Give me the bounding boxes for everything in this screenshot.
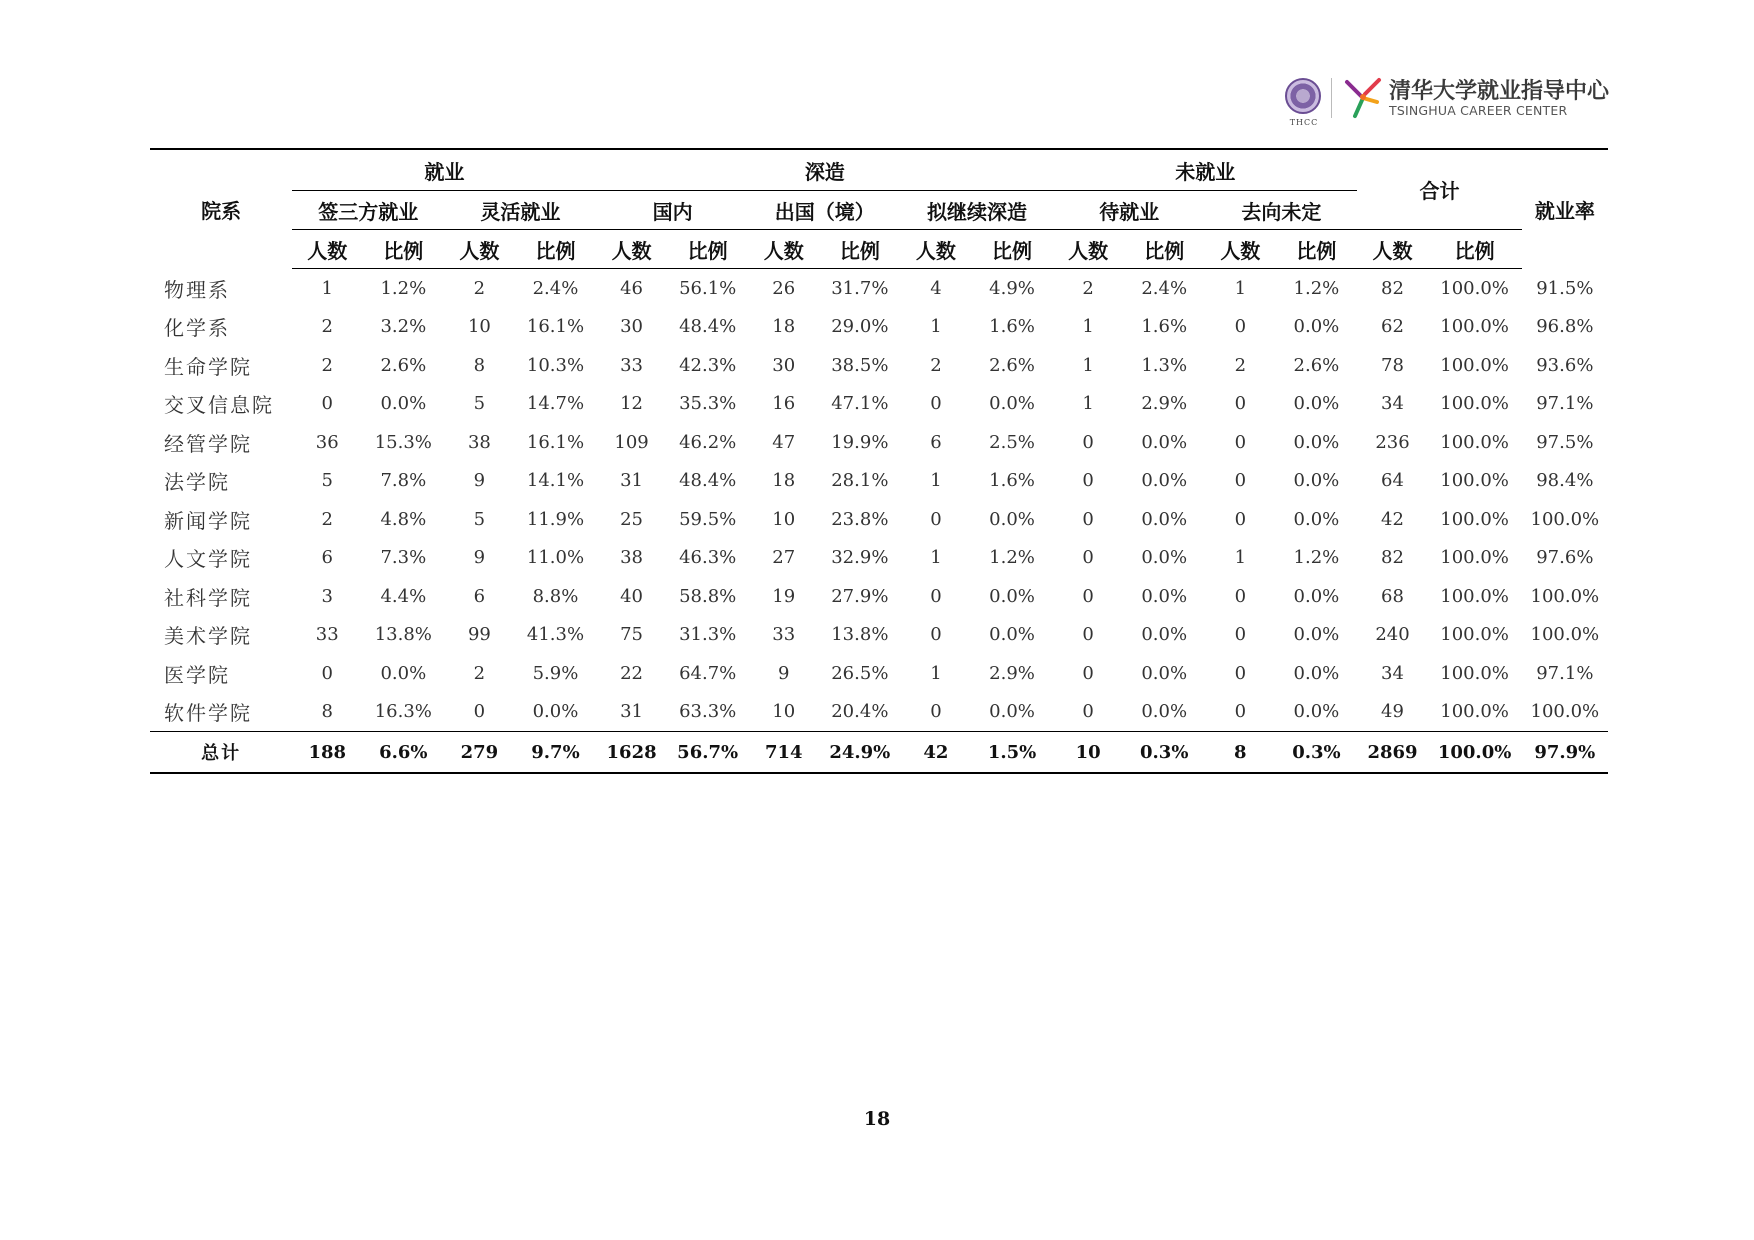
ratio-cell: 2.6% <box>1293 354 1340 376</box>
ratio-cell: 1.2% <box>380 277 427 299</box>
brand-name-chinese: 清华大学就业指导中心 <box>1389 79 1610 104</box>
dept-header: 院系 <box>201 198 242 223</box>
count-cell: 99 <box>467 624 491 646</box>
count-cell: 1 <box>930 547 942 569</box>
count-cell: 78 <box>1381 354 1404 376</box>
page-number: 18 <box>863 1108 891 1130</box>
ratio-column-header: 比例 <box>971 230 1053 269</box>
count-cell: 0 <box>1234 508 1247 530</box>
ratio-cell: 3.2% <box>380 316 427 338</box>
count-cell: 714 <box>749 732 819 774</box>
dept-cell: 软件学院 <box>164 701 252 726</box>
ratio-cell: 2.5% <box>989 431 1035 453</box>
subgroup-header: 国内 <box>597 191 749 230</box>
ratio-cell: 8.8% <box>532 585 579 607</box>
count-cell: 19 <box>772 585 796 607</box>
ratio-cell: 16.1% <box>526 316 585 338</box>
ratio-cell: 24.9% <box>819 732 901 774</box>
ratio-cell: 4.9% <box>989 277 1035 299</box>
ratio-column-header: 比例 <box>1275 230 1357 269</box>
ratio-cell: 2.6% <box>989 354 1035 376</box>
ratio-cell: 1.6% <box>1141 316 1188 338</box>
rate-cell: 93.6% <box>1536 354 1594 376</box>
ratio-cell: 0.0% <box>989 624 1035 646</box>
count-cell: 25 <box>620 508 644 530</box>
count-cell: 0 <box>1234 585 1247 607</box>
logo-divider <box>1331 78 1332 118</box>
rate-header: 就业率 <box>1534 198 1595 223</box>
table-row <box>150 385 1608 424</box>
table-row <box>150 500 1608 539</box>
count-cell: 1 <box>930 316 942 338</box>
ratio-cell: 0.0% <box>1141 662 1188 684</box>
ratio-cell: 0.0% <box>1293 508 1340 530</box>
dept-cell: 化学系 <box>164 316 230 341</box>
count-cell: 1 <box>1082 316 1094 338</box>
subgroup-header: 拟继续深造 <box>901 191 1053 230</box>
ratio-cell: 6.6% <box>362 732 444 774</box>
count-cell: 12 <box>620 393 644 415</box>
ratio-cell: 1.6% <box>989 470 1035 492</box>
ratio-cell: 13.8% <box>374 624 432 646</box>
ratio-cell: 100.0% <box>1440 547 1509 569</box>
count-cell: 22 <box>620 662 644 684</box>
count-cell: 5 <box>321 470 333 492</box>
ratio-cell: 63.3% <box>679 701 737 723</box>
dept-cell: 人文学院 <box>164 547 252 572</box>
ratio-column-header: 比例 <box>667 230 749 269</box>
count-cell: 2 <box>321 508 333 530</box>
ratio-cell: 1.5% <box>971 732 1053 774</box>
count-column-header: 人数 <box>901 230 971 269</box>
ratio-cell: 46.2% <box>679 431 737 453</box>
university-seal-icon <box>1285 78 1321 114</box>
table-row <box>150 539 1608 578</box>
ratio-cell: 2.4% <box>532 277 579 299</box>
ratio-cell: 100.0% <box>1440 585 1509 607</box>
ratio-column-header: 比例 <box>1123 230 1205 269</box>
count-cell: 75 <box>620 624 644 646</box>
ratio-cell: 0.0% <box>1141 585 1188 607</box>
ratio-column-header: 比例 <box>819 230 901 269</box>
ratio-cell: 23.8% <box>831 508 889 530</box>
table-row <box>150 269 1608 308</box>
count-cell: 1 <box>930 470 942 492</box>
table-row <box>150 577 1608 616</box>
ratio-cell: 38.5% <box>831 354 889 376</box>
count-cell: 188 <box>292 732 362 774</box>
dept-cell: 医学院 <box>164 662 230 687</box>
ratio-cell: 56.1% <box>679 277 737 299</box>
dept-cell: 美术学院 <box>164 624 252 649</box>
count-cell: 82 <box>1381 547 1404 569</box>
rate-cell: 97.1% <box>1536 662 1594 684</box>
ratio-cell: 0.0% <box>1141 470 1188 492</box>
count-column-header: 人数 <box>1205 230 1275 269</box>
ratio-cell: 14.1% <box>526 470 585 492</box>
ratio-cell: 100.0% <box>1440 277 1509 299</box>
ratio-cell: 2.9% <box>989 662 1035 684</box>
ratio-cell: 0.0% <box>1293 431 1340 453</box>
ratio-cell: 46.3% <box>679 547 737 569</box>
ratio-cell: 100.0% <box>1440 508 1509 530</box>
ratio-cell: 48.4% <box>679 316 737 338</box>
ratio-cell: 58.8% <box>679 585 737 607</box>
count-cell: 64 <box>1381 470 1404 492</box>
ratio-cell: 1.2% <box>989 547 1035 569</box>
ratio-cell: 0.0% <box>1293 393 1340 415</box>
ratio-cell: 100.0% <box>1440 354 1509 376</box>
count-cell: 10 <box>772 508 796 530</box>
count-cell: 9 <box>473 547 486 569</box>
rate-cell: 97.6% <box>1536 547 1594 569</box>
count-cell: 42 <box>1381 508 1404 530</box>
table-row <box>150 346 1608 385</box>
dept-cell: 交叉信息院 <box>164 393 274 418</box>
count-cell: 0 <box>1082 431 1094 453</box>
ratio-cell: 0.3% <box>1123 732 1205 774</box>
count-cell: 109 <box>614 431 649 453</box>
rate-cell: 91.5% <box>1536 277 1594 299</box>
ratio-cell: 14.7% <box>526 393 585 415</box>
ratio-cell: 0.0% <box>1293 470 1340 492</box>
count-cell: 49 <box>1381 701 1404 723</box>
count-cell: 2 <box>473 662 486 684</box>
ratio-cell: 7.8% <box>380 470 427 492</box>
count-cell: 0 <box>321 662 333 684</box>
count-cell: 1628 <box>597 732 667 774</box>
total-header: 合计 <box>1357 149 1521 230</box>
count-cell: 30 <box>772 354 796 376</box>
count-column-header: 人数 <box>292 230 362 269</box>
ratio-cell: 1.6% <box>989 316 1035 338</box>
count-cell: 0 <box>1234 701 1247 723</box>
ratio-cell: 48.4% <box>679 470 737 492</box>
ratio-cell: 0.0% <box>1141 547 1188 569</box>
dept-cell: 社科学院 <box>164 585 252 610</box>
ratio-cell: 2.6% <box>380 354 427 376</box>
ratio-cell: 0.0% <box>532 701 579 723</box>
rate-cell: 100.0% <box>1530 508 1600 530</box>
count-cell: 0 <box>1234 393 1247 415</box>
count-column-header: 人数 <box>1357 230 1427 269</box>
ratio-column-header: 比例 <box>514 230 596 269</box>
table-row <box>150 693 1608 732</box>
ratio-cell: 0.0% <box>1293 585 1340 607</box>
subgroup-header: 待就业 <box>1053 191 1205 230</box>
count-cell: 1 <box>321 277 333 299</box>
ratio-cell: 7.3% <box>380 547 427 569</box>
count-cell: 240 <box>1375 624 1410 646</box>
count-cell: 0 <box>1082 701 1094 723</box>
ratio-cell: 0.0% <box>1293 662 1340 684</box>
count-cell: 0 <box>1234 431 1247 453</box>
count-cell: 18 <box>772 470 796 492</box>
count-cell: 34 <box>1381 393 1404 415</box>
count-cell: 33 <box>620 354 644 376</box>
count-cell: 0 <box>930 585 942 607</box>
count-cell: 0 <box>1082 470 1094 492</box>
count-cell: 0 <box>1234 662 1247 684</box>
ratio-cell: 64.7% <box>679 662 737 684</box>
count-cell: 0 <box>321 393 333 415</box>
count-cell: 6 <box>321 547 333 569</box>
count-cell: 1 <box>1082 393 1094 415</box>
count-cell: 10 <box>1053 732 1123 774</box>
ratio-cell: 0.0% <box>1141 431 1188 453</box>
ratio-cell: 32.9% <box>831 547 889 569</box>
count-cell: 4 <box>930 277 942 299</box>
career-center-mark-icon <box>1343 76 1383 120</box>
count-cell: 18 <box>772 316 796 338</box>
count-cell: 2 <box>321 354 333 376</box>
ratio-cell: 0.0% <box>1293 316 1340 338</box>
ratio-cell: 5.9% <box>532 662 579 684</box>
count-cell: 36 <box>315 431 339 453</box>
ratio-cell: 0.0% <box>989 701 1035 723</box>
group-header-employed: 就业 <box>292 149 596 191</box>
dept-cell: 经管学院 <box>164 431 252 456</box>
count-cell: 46 <box>620 277 644 299</box>
count-cell: 10 <box>467 316 491 338</box>
ratio-cell: 100.0% <box>1440 431 1509 453</box>
table-row <box>150 654 1608 693</box>
subgroup-header: 灵活就业 <box>444 191 596 230</box>
count-cell: 0 <box>930 701 942 723</box>
table-row <box>150 616 1608 655</box>
count-cell: 236 <box>1375 431 1410 453</box>
total-row <box>150 732 1608 774</box>
ratio-cell: 11.0% <box>526 547 585 569</box>
count-cell: 0 <box>1234 470 1247 492</box>
ratio-cell: 0.0% <box>989 393 1035 415</box>
count-cell: 0 <box>930 393 942 415</box>
count-cell: 1 <box>1234 277 1247 299</box>
ratio-cell: 42.3% <box>679 354 737 376</box>
count-cell: 6 <box>473 585 486 607</box>
rate-cell: 100.0% <box>1530 624 1600 646</box>
ratio-cell: 1.3% <box>1141 354 1188 376</box>
ratio-cell: 1.2% <box>1293 277 1340 299</box>
count-cell: 30 <box>620 316 644 338</box>
ratio-cell: 100.0% <box>1428 732 1522 774</box>
rate-cell: 100.0% <box>1530 701 1600 723</box>
table-row <box>150 462 1608 501</box>
count-cell: 0 <box>1082 662 1094 684</box>
subgroup-header: 出国（境） <box>749 191 901 230</box>
rate-cell: 97.5% <box>1536 431 1594 453</box>
ratio-cell: 20.4% <box>831 701 889 723</box>
table-row <box>150 423 1608 462</box>
count-cell: 38 <box>467 431 491 453</box>
ratio-cell: 0.0% <box>1293 701 1340 723</box>
group-header-unemployed: 未就业 <box>1053 149 1357 191</box>
count-cell: 2 <box>930 354 942 376</box>
rate-cell: 100.0% <box>1530 585 1600 607</box>
count-cell: 16 <box>772 393 796 415</box>
count-cell: 38 <box>620 547 644 569</box>
ratio-cell: 1.2% <box>1293 547 1340 569</box>
count-cell: 8 <box>321 701 333 723</box>
count-cell: 2 <box>473 277 486 299</box>
count-cell: 6 <box>930 431 942 453</box>
subgroup-header: 签三方就业 <box>292 191 444 230</box>
dept-cell: 生命学院 <box>164 354 252 379</box>
count-cell: 0 <box>1234 624 1247 646</box>
count-cell: 8 <box>473 354 486 376</box>
ratio-cell: 100.0% <box>1440 662 1509 684</box>
ratio-cell: 31.3% <box>679 624 737 646</box>
count-cell: 9 <box>778 662 790 684</box>
ratio-cell: 59.5% <box>679 508 737 530</box>
count-cell: 9 <box>473 470 486 492</box>
ratio-cell: 4.4% <box>380 585 427 607</box>
count-cell: 42 <box>901 732 971 774</box>
count-column-header: 人数 <box>1053 230 1123 269</box>
ratio-cell: 16.1% <box>526 431 585 453</box>
count-cell: 279 <box>444 732 514 774</box>
count-cell: 1 <box>1082 354 1094 376</box>
rate-cell: 97.1% <box>1536 393 1594 415</box>
group-header-further-study: 深造 <box>597 149 1054 191</box>
count-cell: 10 <box>772 701 796 723</box>
dept-cell: 物理系 <box>164 277 230 302</box>
count-cell: 33 <box>315 624 339 646</box>
ratio-cell: 35.3% <box>679 393 737 415</box>
count-cell: 47 <box>772 431 796 453</box>
ratio-cell: 28.1% <box>831 470 889 492</box>
count-cell: 2 <box>321 316 333 338</box>
subgroup-header: 去向未定 <box>1205 191 1357 230</box>
count-cell: 0 <box>930 508 942 530</box>
dept-cell: 总计 <box>150 732 292 774</box>
ratio-cell: 47.1% <box>831 393 889 415</box>
count-cell: 0 <box>1082 547 1094 569</box>
ratio-cell: 100.0% <box>1440 470 1509 492</box>
seal-text: THCC <box>1289 118 1319 127</box>
ratio-cell: 0.0% <box>1141 624 1188 646</box>
ratio-cell: 0.0% <box>1141 508 1188 530</box>
count-cell: 5 <box>473 393 486 415</box>
rate-cell: 97.9% <box>1522 732 1608 774</box>
ratio-cell: 19.9% <box>831 431 889 453</box>
ratio-cell: 0.0% <box>989 508 1035 530</box>
count-cell: 0 <box>1234 316 1247 338</box>
ratio-cell: 31.7% <box>831 277 889 299</box>
ratio-cell: 26.5% <box>831 662 889 684</box>
count-cell: 3 <box>321 585 333 607</box>
count-cell: 5 <box>473 508 486 530</box>
count-column-header: 人数 <box>597 230 667 269</box>
ratio-cell: 56.7% <box>667 732 749 774</box>
count-column-header: 人数 <box>444 230 514 269</box>
ratio-cell: 100.0% <box>1440 624 1509 646</box>
ratio-cell: 100.0% <box>1440 393 1509 415</box>
count-cell: 82 <box>1381 277 1404 299</box>
count-cell: 33 <box>772 624 796 646</box>
ratio-cell: 0.0% <box>989 585 1035 607</box>
ratio-cell: 0.3% <box>1275 732 1357 774</box>
ratio-cell: 2.4% <box>1141 277 1188 299</box>
ratio-cell: 0.0% <box>1293 624 1340 646</box>
ratio-cell: 27.9% <box>831 585 889 607</box>
brand-name-english: TSINGHUA CAREER CENTER <box>1389 103 1568 118</box>
ratio-column-header: 比例 <box>362 230 444 269</box>
employment-table <box>150 148 1608 774</box>
ratio-cell: 10.3% <box>526 354 585 376</box>
count-cell: 2869 <box>1357 732 1427 774</box>
count-cell: 0 <box>1082 624 1094 646</box>
ratio-cell: 41.3% <box>526 624 585 646</box>
count-cell: 34 <box>1381 662 1404 684</box>
dept-cell: 法学院 <box>164 470 230 495</box>
count-cell: 0 <box>1082 508 1094 530</box>
count-cell: 68 <box>1381 585 1404 607</box>
rate-cell: 98.4% <box>1536 470 1594 492</box>
count-cell: 27 <box>772 547 796 569</box>
ratio-cell: 9.7% <box>514 732 596 774</box>
ratio-cell: 100.0% <box>1440 701 1509 723</box>
count-cell: 40 <box>620 585 644 607</box>
count-column-header: 人数 <box>749 230 819 269</box>
count-cell: 0 <box>930 624 942 646</box>
ratio-cell: 0.0% <box>1141 701 1188 723</box>
ratio-cell: 100.0% <box>1440 316 1509 338</box>
ratio-cell: 4.8% <box>380 508 427 530</box>
count-cell: 2 <box>1234 354 1247 376</box>
count-cell: 2 <box>1082 277 1094 299</box>
ratio-column-header: 比例 <box>1428 230 1522 269</box>
ratio-cell: 16.3% <box>374 701 432 723</box>
table-row <box>150 308 1608 347</box>
ratio-cell: 0.0% <box>380 393 427 415</box>
count-cell: 1 <box>1234 547 1247 569</box>
ratio-cell: 15.3% <box>374 431 432 453</box>
count-cell: 8 <box>1205 732 1275 774</box>
count-cell: 0 <box>1082 585 1094 607</box>
header-logo <box>1285 72 1645 130</box>
ratio-cell: 29.0% <box>831 316 889 338</box>
count-cell: 0 <box>473 701 486 723</box>
count-cell: 31 <box>620 470 644 492</box>
ratio-cell: 11.9% <box>526 508 585 530</box>
ratio-cell: 0.0% <box>380 662 427 684</box>
count-cell: 62 <box>1381 316 1404 338</box>
ratio-cell: 13.8% <box>831 624 889 646</box>
rate-cell: 96.8% <box>1536 316 1594 338</box>
count-cell: 1 <box>930 662 942 684</box>
count-cell: 31 <box>620 701 644 723</box>
ratio-cell: 2.9% <box>1141 393 1188 415</box>
dept-cell: 新闻学院 <box>164 508 252 533</box>
count-cell: 26 <box>772 277 796 299</box>
